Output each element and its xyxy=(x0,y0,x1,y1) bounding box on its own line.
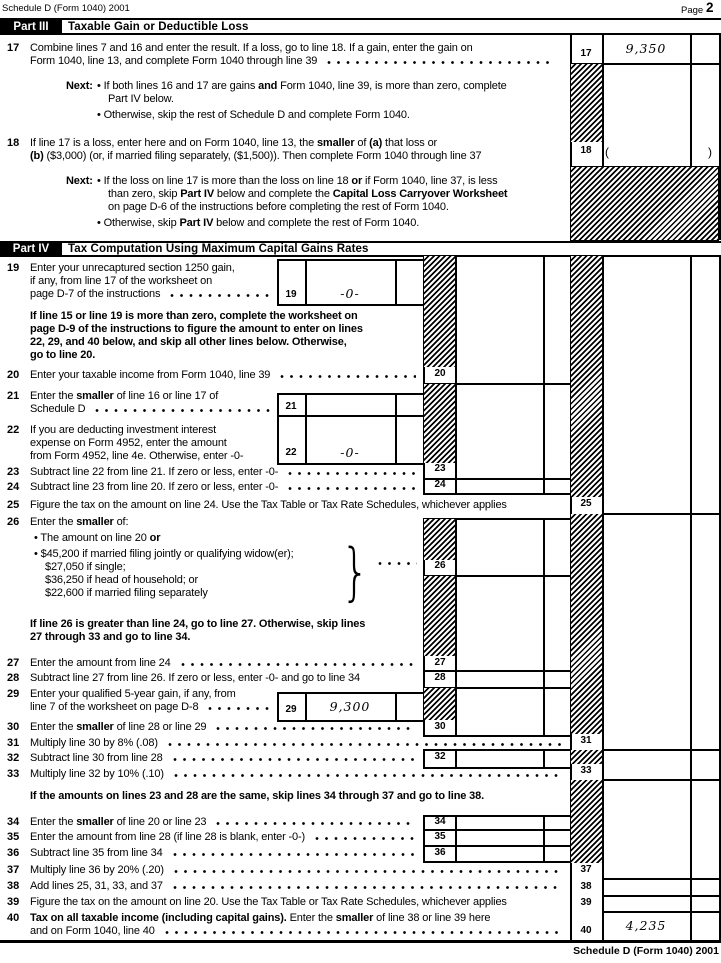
amount-cell-22[interactable] xyxy=(305,416,395,462)
dot-leaders xyxy=(171,848,416,859)
text-l35 xyxy=(30,831,421,844)
text-content: $22,600 if married filing separately xyxy=(45,587,208,599)
hatched-area xyxy=(571,514,602,734)
box-label-34: 34 xyxy=(434,816,446,827)
dot-leaders xyxy=(206,702,270,713)
text-content: If line 17 is a loss, enter here and on Form 1040, line 13, the smaller of (a) that loss or xyxy=(30,137,438,149)
box-label-29: 29 xyxy=(285,704,297,715)
box-label-28: 28 xyxy=(434,672,446,683)
line-number-40: 40 xyxy=(7,912,20,924)
brace: } xyxy=(341,535,370,608)
text-l26dots xyxy=(368,556,422,568)
part3-title: Taxable Gain or Deductible Loss xyxy=(68,20,249,33)
amount-cell-20[interactable] xyxy=(455,367,543,383)
text-content: Subtract line 27 from line 26. If zero or less, enter -0- and go to line 34 xyxy=(30,672,360,684)
line-number-27: 27 xyxy=(7,657,20,669)
text-bp2b xyxy=(30,631,415,644)
line-number-34: 34 xyxy=(7,816,20,828)
text-content: expense on Form 4952, enter the amount xyxy=(30,437,227,449)
box-label-33: 33 xyxy=(580,765,592,776)
text-content: Subtract line 30 from line 28 xyxy=(30,752,163,764)
amount-value-40: 4,235 xyxy=(625,918,667,933)
box-label-21: 21 xyxy=(285,401,297,412)
dot-leaders xyxy=(166,738,563,749)
text-content: Subtract line 22 from line 21. If zero or less, enter -0- xyxy=(30,466,279,478)
box-label-38: 38 xyxy=(580,881,592,892)
dot-leaders xyxy=(313,832,416,843)
text-l19a xyxy=(30,262,275,275)
rule xyxy=(719,256,721,940)
box-label-27: 27 xyxy=(434,657,446,668)
line-number-24: 24 xyxy=(7,481,20,493)
text-bp2a xyxy=(30,618,415,631)
amount-cell-23[interactable] xyxy=(455,462,543,478)
amount-cell-27[interactable] xyxy=(455,656,543,670)
text-l26g1 xyxy=(34,548,344,561)
rule xyxy=(0,255,721,257)
text-l26g2 xyxy=(45,561,345,574)
text-content: Enter the amount from line 24 xyxy=(30,657,171,669)
line-number-35: 35 xyxy=(7,831,20,843)
text-content: If you are deducting investment interest xyxy=(30,424,216,436)
line-number-39: 39 xyxy=(7,896,20,908)
text-content: • If the loss on line 17 is more than the loss on line 18 or if Form 1040, line 37, is less xyxy=(97,175,498,187)
text-content: • If both lines 16 and 17 are gains and Form 1040, line 39, is more than zero, complete xyxy=(97,80,507,92)
box-label-30: 30 xyxy=(434,721,446,732)
box-label-24: 24 xyxy=(434,479,446,490)
box-label-40: 40 xyxy=(580,925,592,936)
text-content: Tax on all taxable income (including capital gains). Enter the smaller of line 38 or line 39 here xyxy=(30,912,491,924)
text-content: Subtract line 35 from line 34 xyxy=(30,847,163,859)
text-l26g3 xyxy=(45,574,345,587)
part3-band xyxy=(0,20,721,34)
line-number-21: 21 xyxy=(7,390,20,402)
text-content: • The amount on line 20 or xyxy=(34,532,161,544)
part4-band xyxy=(0,242,721,256)
box-label-19: 19 xyxy=(285,289,297,300)
text-content: Figure the tax on the amount on line 20. Use the Tax Table or Tax Rate Schedules, whichever applies xyxy=(30,896,507,908)
text-content: than zero, skip Part IV below and complete the Capital Loss Carryover Worksheet xyxy=(108,188,508,200)
amount-value-22: -0- xyxy=(340,445,360,460)
text-n18b1c xyxy=(108,201,548,214)
text-content: $36,250 if head of household; or xyxy=(45,574,198,586)
text-l17a xyxy=(30,42,560,55)
dot-leaders xyxy=(325,56,555,67)
text-l18b xyxy=(30,150,560,163)
text-content: if any, from line 17 of the worksheet on xyxy=(30,275,213,287)
text-n18b1b xyxy=(108,188,560,201)
form-footer: Schedule D (Form 1040) 2001 xyxy=(573,945,719,957)
text-l37 xyxy=(30,864,568,877)
text-l34 xyxy=(30,816,421,829)
page-number: 2 xyxy=(706,0,714,15)
text-content: Enter your taxable income from Form 1040, line 39 xyxy=(30,369,271,381)
text-content: go to line 20. xyxy=(30,349,96,361)
text-l31 xyxy=(30,737,568,750)
rule xyxy=(277,304,423,306)
dot-leaders xyxy=(93,404,270,415)
text-l22b xyxy=(30,437,275,450)
text-l28 xyxy=(30,672,422,685)
amount-cell-33[interactable] xyxy=(602,764,690,779)
text-content: page D-7 of the instructions xyxy=(30,288,161,300)
text-content: • Otherwise, skip Part IV below and complete the rest of Form 1040. xyxy=(97,217,420,229)
hatched-area xyxy=(424,576,455,656)
text-l38 xyxy=(30,880,568,893)
text-content: Form 1040, line 13, and complete Form 1040 through line 39 xyxy=(30,55,318,67)
box-label-17: 17 xyxy=(580,48,592,59)
box-label-23: 23 xyxy=(434,463,446,474)
line-number-20: 20 xyxy=(7,369,20,381)
text-content: Enter the smaller of: xyxy=(30,516,129,528)
text-content: and on Form 1040, line 40 xyxy=(30,925,155,937)
line-number-28: 28 xyxy=(7,672,20,684)
dot-leaders xyxy=(286,482,416,493)
text-content: Enter the amount from line 28 (if line 28 is blank, enter -0-) xyxy=(30,831,306,843)
text-content: • $45,200 if married filing jointly or qualifying widow(er); xyxy=(34,548,294,560)
line-number-29: 29 xyxy=(7,688,20,700)
box-label-18: 18 xyxy=(580,145,592,156)
text-l22c xyxy=(30,450,276,463)
text-l27 xyxy=(30,657,421,670)
rule xyxy=(602,256,604,940)
rule xyxy=(543,815,545,861)
text-content: line 7 of the worksheet on page D-8 xyxy=(30,701,199,713)
dot-leaders xyxy=(171,881,563,892)
box-label-36: 36 xyxy=(434,847,446,858)
text-content: $27,050 if single; xyxy=(45,561,126,573)
amount-cell-35[interactable] xyxy=(455,830,543,845)
text-l21b xyxy=(30,403,275,416)
dot-leaders xyxy=(172,769,563,780)
dot-leaders xyxy=(214,722,416,733)
text-content: Multiply line 36 by 20% (.20) xyxy=(30,864,164,876)
dot-leaders xyxy=(171,753,416,764)
hatched-area xyxy=(570,166,719,241)
rule xyxy=(395,692,397,721)
text-l22a xyxy=(30,424,275,437)
box-label-37: 37 xyxy=(580,864,592,875)
rule xyxy=(543,518,545,735)
line-number-37: 37 xyxy=(7,864,20,876)
dot-leaders xyxy=(163,926,563,937)
text-l18a xyxy=(30,137,560,150)
amount-cell-26[interactable] xyxy=(455,559,543,575)
rule xyxy=(395,393,397,464)
dot-leaders xyxy=(179,658,416,669)
text-l26g4 xyxy=(45,587,345,600)
box-label-32: 32 xyxy=(434,751,446,762)
text-l30 xyxy=(30,721,421,734)
line-number-17: 17 xyxy=(7,42,20,54)
line-number-26: 26 xyxy=(7,516,20,528)
hatched-area xyxy=(571,64,602,142)
text-content: If line 26 is greater than line 24, go to line 27. Otherwise, skip lines xyxy=(30,618,366,630)
line-number-36: 36 xyxy=(7,847,20,859)
rule xyxy=(602,513,719,515)
line-number-19: 19 xyxy=(7,262,20,274)
line-number-22: 22 xyxy=(7,424,20,436)
text-l19b xyxy=(30,275,275,288)
amount-cell-32[interactable] xyxy=(455,750,543,767)
amount-cell-21[interactable] xyxy=(305,394,395,415)
rule xyxy=(423,493,571,495)
dot-leaders xyxy=(286,467,416,478)
amount-cell-17[interactable] xyxy=(602,35,690,62)
amount-cell-40[interactable] xyxy=(602,911,690,940)
text-l40b xyxy=(30,925,568,938)
text-content: • Otherwise, skip the rest of Schedule D and complete Form 1040. xyxy=(97,109,410,121)
line18-open-paren: ( xyxy=(605,145,609,159)
text-content: from Form 4952, line 4e. Otherwise, enter -0- xyxy=(30,450,244,462)
box-label-25: 25 xyxy=(580,498,592,509)
text-content: 22, 29, and 40 below, and skip all other lines below. Otherwise, xyxy=(30,336,347,348)
amount-value-29: 9,300 xyxy=(329,698,371,714)
text-l32 xyxy=(30,752,421,765)
text-content: on page D-6 of the instructions before completing the rest of Form 1040. xyxy=(108,201,449,213)
text-content: Enter the smaller of line 28 or line 29 xyxy=(30,721,207,733)
text-l26b1 xyxy=(34,532,294,545)
line18-close-paren: ) xyxy=(708,145,712,159)
rule xyxy=(719,33,721,240)
hatched-area xyxy=(424,256,455,367)
text-l21a xyxy=(30,390,275,403)
rule xyxy=(423,861,571,863)
hatched-area xyxy=(571,256,602,497)
text-content: Next: xyxy=(66,80,93,92)
text-content: Schedule D xyxy=(30,403,86,415)
rule xyxy=(0,241,721,243)
part4-title: Tax Computation Using Maximum Capital Gains Rates xyxy=(68,242,369,255)
line-number-18: 18 xyxy=(7,137,20,149)
text-n17b1b xyxy=(108,93,408,106)
text-l23 xyxy=(30,466,421,479)
line-number-31: 31 xyxy=(7,737,20,749)
text-l39 xyxy=(30,896,568,909)
text-content: If the amounts on lines 23 and 28 are the same, skip lines 34 through 37 and go to line 38. xyxy=(30,790,484,802)
amount-cell-30[interactable] xyxy=(455,719,543,735)
text-content: Multiply line 30 by 8% (.08) xyxy=(30,737,158,749)
text-l29a xyxy=(30,688,275,701)
amount-cell-29[interactable] xyxy=(305,693,395,719)
text-n18b1a xyxy=(97,175,559,188)
line-number-25: 25 xyxy=(7,499,20,511)
amount-cell-31[interactable] xyxy=(602,734,690,749)
text-content: Part IV below. xyxy=(108,93,174,105)
box-label-20: 20 xyxy=(434,368,446,379)
text-l40a xyxy=(30,912,568,925)
rule xyxy=(543,749,545,767)
rule xyxy=(690,33,692,166)
amount-cell-25[interactable] xyxy=(602,497,690,513)
text-l19c xyxy=(30,288,275,301)
text-bp1d xyxy=(30,349,422,362)
line-number-38: 38 xyxy=(7,880,20,892)
amount-cell-18[interactable] xyxy=(602,142,690,165)
text-content: Enter your qualified 5-year gain, if any, from xyxy=(30,688,236,700)
hatched-area xyxy=(571,750,602,764)
text-content: Add lines 25, 31, 33, and 37 xyxy=(30,880,163,892)
text-l17b xyxy=(30,55,560,68)
amount-cell-39[interactable] xyxy=(602,896,690,911)
amount-cell-28[interactable] xyxy=(455,671,543,687)
rule xyxy=(277,463,423,465)
part4-label: Part IV xyxy=(0,242,62,256)
text-content: Combine lines 7 and 16 and enter the result. If a loss, go to line 18. If a gain, enter the gain on xyxy=(30,42,473,54)
text-content: Subtract line 23 from line 20. If zero or less, enter -0- xyxy=(30,481,279,493)
line-number-33: 33 xyxy=(7,768,20,780)
amount-cell-24[interactable] xyxy=(455,478,543,493)
amount-cell-34[interactable] xyxy=(455,815,543,829)
hatched-area xyxy=(424,519,455,560)
text-content: (b) ($3,000) (or, if married filing separately, ($1,500)). Then complete Form 1040 through line 37 xyxy=(30,150,482,162)
amount-cell-37[interactable] xyxy=(602,863,690,878)
text-l24 xyxy=(30,481,421,494)
text-l29b xyxy=(30,701,275,714)
text-n18b2 xyxy=(97,217,497,230)
page-label: Page xyxy=(681,5,704,16)
box-label-26: 26 xyxy=(434,560,446,571)
text-content: page D-9 of the instructions to figure the amount to enter on lines xyxy=(30,323,363,335)
rule xyxy=(690,256,692,940)
amount-value-17: 9,350 xyxy=(625,41,667,56)
dot-leaders xyxy=(278,370,416,381)
amount-cell-36[interactable] xyxy=(455,845,543,861)
text-l26 xyxy=(30,516,230,529)
hatched-area xyxy=(424,688,455,720)
box-label-39: 39 xyxy=(580,897,592,908)
text-n17b1a xyxy=(97,80,559,93)
part3-label: Part III xyxy=(0,20,62,34)
text-content: Multiply line 32 by 10% (.10) xyxy=(30,768,164,780)
amount-cell-19[interactable] xyxy=(305,260,395,303)
box-label-31: 31 xyxy=(580,735,592,746)
text-n17b2 xyxy=(97,109,497,122)
line-number-32: 32 xyxy=(7,752,20,764)
amount-value-19: -0- xyxy=(340,286,360,301)
box-label-35: 35 xyxy=(434,831,446,842)
text-content: Figure the tax on the amount on line 24. Use the Tax Table or Tax Rate Schedules, whichever applies xyxy=(30,499,507,511)
text-bp3 xyxy=(30,790,590,803)
text-bp1c xyxy=(30,336,422,349)
line-number-23: 23 xyxy=(7,466,20,478)
dot-leaders xyxy=(376,557,417,568)
rule xyxy=(602,779,719,781)
text-content: Enter your unrecaptured section 1250 gain, xyxy=(30,262,235,274)
rule xyxy=(455,518,457,735)
dot-leaders xyxy=(168,289,270,300)
dot-leaders xyxy=(172,865,563,876)
box-label-22: 22 xyxy=(285,447,297,458)
amount-cell-38[interactable] xyxy=(602,880,690,895)
text-l25 xyxy=(30,499,568,512)
rule xyxy=(602,749,719,751)
text-content: Next: xyxy=(66,175,93,187)
text-content: Enter the smaller of line 16 or line 17 of xyxy=(30,390,219,402)
rule xyxy=(395,259,397,305)
text-l36 xyxy=(30,847,421,860)
form-id-header: Schedule D (Form 1040) 2001 xyxy=(2,3,130,14)
hatched-area xyxy=(424,384,455,463)
text-content: 27 through 33 and go to line 34. xyxy=(30,631,191,643)
rule xyxy=(0,940,721,943)
line-number-30: 30 xyxy=(7,721,20,733)
text-content: If line 15 or line 19 is more than zero, complete the worksheet on xyxy=(30,310,358,322)
rule xyxy=(0,18,721,20)
rule xyxy=(543,256,545,494)
text-bp1a xyxy=(30,310,422,323)
text-content: Enter the smaller of line 20 or line 23 xyxy=(30,816,207,828)
text-bp1b xyxy=(30,323,422,336)
text-l20 xyxy=(30,369,421,382)
dot-leaders xyxy=(214,817,416,828)
text-l33 xyxy=(30,768,568,781)
